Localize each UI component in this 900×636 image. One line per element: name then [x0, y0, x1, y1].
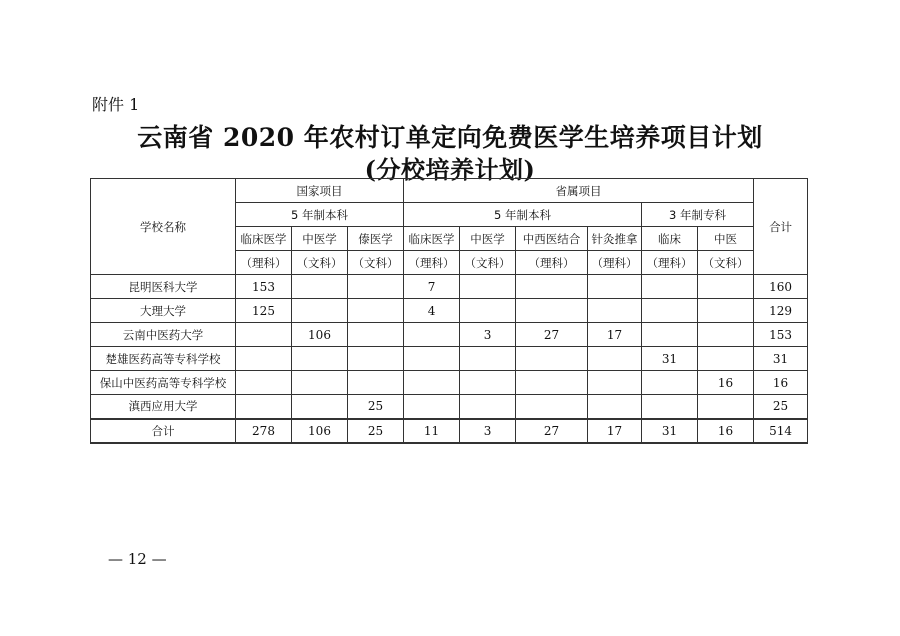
sum-value: 31	[642, 419, 698, 443]
major-name: 中西医结合	[516, 227, 588, 251]
cell-value	[348, 347, 404, 371]
major-name: 临床医学	[236, 227, 292, 251]
major-type: （文科）	[460, 251, 516, 275]
document-subtitle: (分校培养计划)	[364, 155, 536, 184]
school-name-header: 学校名称	[91, 179, 236, 275]
major-name: 中医学	[292, 227, 348, 251]
cell-value	[516, 395, 588, 419]
national-project-header: 国家项目	[236, 179, 404, 203]
school-name: 滇西应用大学	[91, 395, 236, 419]
row-total: 153	[754, 323, 808, 347]
cell-value	[588, 299, 642, 323]
page-number: — 12 —	[108, 550, 167, 568]
sum-value: 106	[292, 419, 348, 443]
cell-value: 153	[236, 275, 292, 299]
cell-value	[460, 347, 516, 371]
cell-value	[292, 275, 348, 299]
major-type: （文科）	[348, 251, 404, 275]
cell-value	[698, 347, 754, 371]
cell-value	[348, 371, 404, 395]
grand-total: 514	[754, 419, 808, 443]
cell-value: 25	[348, 395, 404, 419]
provincial-project-header: 省属项目	[404, 179, 754, 203]
cell-value: 16	[698, 371, 754, 395]
sum-value: 278	[236, 419, 292, 443]
table-row	[91, 323, 808, 347]
cell-value	[588, 395, 642, 419]
sum-value: 27	[516, 419, 588, 443]
total-header: 合计	[754, 179, 808, 275]
row-total: 16	[754, 371, 808, 395]
cell-value	[404, 347, 460, 371]
cell-value	[588, 347, 642, 371]
school-name: 保山中医药高等专科学校	[91, 371, 236, 395]
cell-value	[404, 395, 460, 419]
cell-value	[460, 299, 516, 323]
cell-value: 3	[460, 323, 516, 347]
cell-value	[698, 275, 754, 299]
row-total: 31	[754, 347, 808, 371]
cell-value	[642, 371, 698, 395]
table-row	[91, 395, 808, 419]
cell-value: 125	[236, 299, 292, 323]
sum-value: 16	[698, 419, 754, 443]
table-row	[91, 371, 808, 395]
cell-value	[460, 395, 516, 419]
major-type: （理科）	[642, 251, 698, 275]
document-title: 云南省 2020 年农村订单定向免费医学生培养项目计划	[137, 123, 763, 152]
sum-value: 3	[460, 419, 516, 443]
provincial-five-year-header: 5 年制本科	[404, 203, 642, 227]
cell-value	[292, 395, 348, 419]
national-five-year-header: 5 年制本科	[236, 203, 404, 227]
table-row	[91, 275, 808, 299]
cell-value	[516, 299, 588, 323]
three-year-header: 3 年制专科	[642, 203, 754, 227]
cell-value	[642, 395, 698, 419]
cell-value	[236, 371, 292, 395]
cell-value	[516, 371, 588, 395]
cell-value	[348, 275, 404, 299]
cell-value	[404, 323, 460, 347]
major-type: （文科）	[698, 251, 754, 275]
sum-row	[91, 419, 808, 443]
attachment-label: 附件 1	[92, 95, 140, 114]
major-type: （文科）	[292, 251, 348, 275]
cell-value	[516, 275, 588, 299]
cell-value	[236, 395, 292, 419]
cell-value	[292, 299, 348, 323]
major-name: 傣医学	[348, 227, 404, 251]
header-row-projects	[91, 179, 808, 203]
plan-table	[90, 178, 808, 444]
cell-value: 7	[404, 275, 460, 299]
cell-value: 17	[588, 323, 642, 347]
row-total: 25	[754, 395, 808, 419]
cell-value	[642, 323, 698, 347]
sum-label: 合计	[91, 419, 236, 443]
sum-value: 25	[348, 419, 404, 443]
school-name: 大理大学	[91, 299, 236, 323]
cell-value	[460, 371, 516, 395]
cell-value	[642, 275, 698, 299]
row-total: 160	[754, 275, 808, 299]
cell-value	[236, 323, 292, 347]
major-type: （理科）	[588, 251, 642, 275]
cell-value	[236, 347, 292, 371]
major-name: 中医	[698, 227, 754, 251]
cell-value	[588, 275, 642, 299]
table-row	[91, 299, 808, 323]
cell-value: 106	[292, 323, 348, 347]
school-name: 昆明医科大学	[91, 275, 236, 299]
cell-value	[516, 347, 588, 371]
cell-value	[292, 371, 348, 395]
sum-value: 11	[404, 419, 460, 443]
cell-value	[588, 371, 642, 395]
sum-value: 17	[588, 419, 642, 443]
major-name: 针灸推拿	[588, 227, 642, 251]
table-row	[91, 347, 808, 371]
cell-value: 31	[642, 347, 698, 371]
cell-value	[404, 371, 460, 395]
row-total: 129	[754, 299, 808, 323]
cell-value	[698, 323, 754, 347]
cell-value	[292, 347, 348, 371]
cell-value	[460, 275, 516, 299]
school-name: 云南中医药大学	[91, 323, 236, 347]
major-type: （理科）	[404, 251, 460, 275]
cell-value	[348, 323, 404, 347]
major-name: 临床医学	[404, 227, 460, 251]
cell-value: 27	[516, 323, 588, 347]
major-type: （理科）	[236, 251, 292, 275]
major-name: 临床	[642, 227, 698, 251]
cell-value	[698, 395, 754, 419]
major-name: 中医学	[460, 227, 516, 251]
cell-value	[348, 299, 404, 323]
major-type: （理科）	[516, 251, 588, 275]
cell-value	[698, 299, 754, 323]
school-name: 楚雄医药高等专科学校	[91, 347, 236, 371]
cell-value	[642, 299, 698, 323]
cell-value: 4	[404, 299, 460, 323]
